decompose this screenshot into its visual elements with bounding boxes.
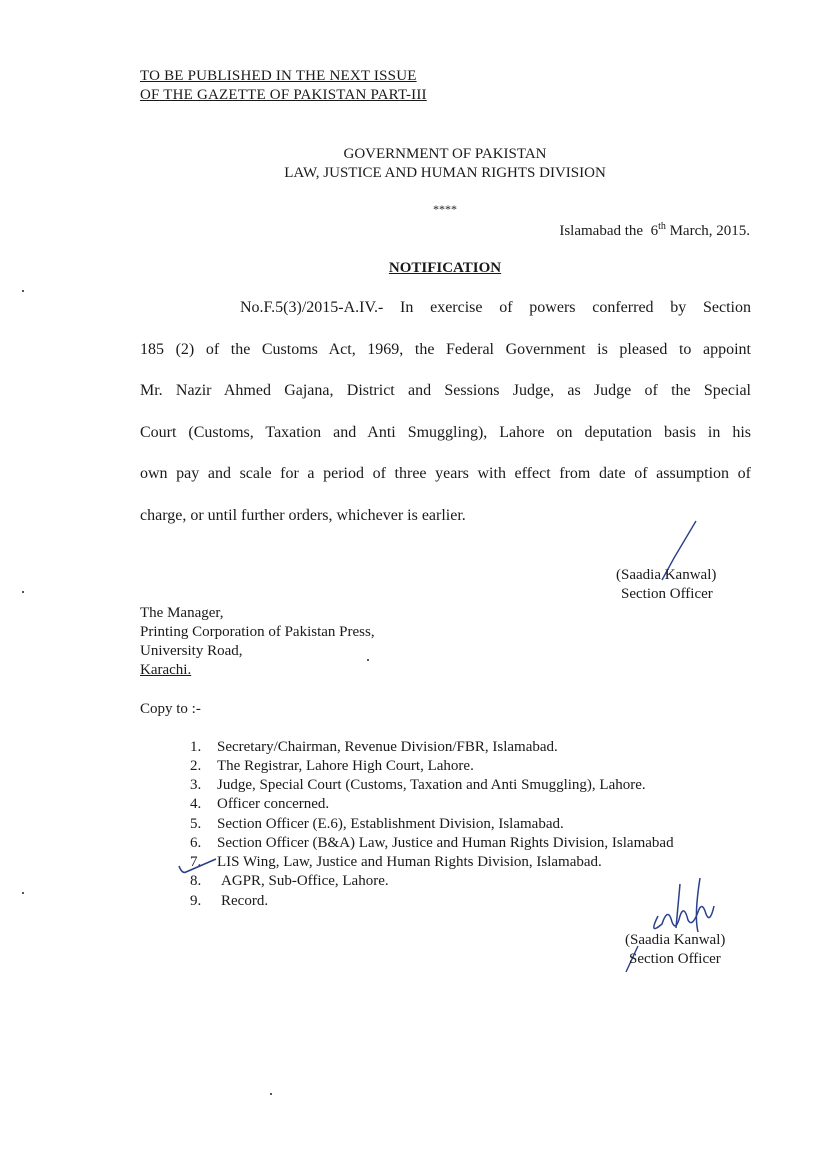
addressee-line-1: The Manager,: [140, 605, 224, 621]
list-item: [190, 816, 564, 833]
list-item: [190, 758, 474, 775]
list-item: [190, 893, 268, 910]
notification-title: NOTIFICATION: [388, 260, 502, 276]
signature1-name: (Saadia Kanwal): [616, 567, 717, 583]
list-number: 3.: [190, 777, 202, 793]
list-text: Section Officer (B&A) Law, Justice and Human Rights Division, Islamabad: [217, 835, 674, 851]
list-text: Judge, Special Court (Customs, Taxation and Anti Smuggling), Lahore.: [217, 777, 646, 793]
list-number: 7.: [190, 854, 202, 870]
list-text: The Registrar, Lahore High Court, Lahore.: [217, 758, 474, 774]
notification-line-2: 185 (2) of the Customs Act, 1969, the Federal Government is pleased to appoint: [140, 341, 751, 358]
scan-speck: [270, 1093, 272, 1095]
date-line: [559, 221, 750, 240]
list-text: Officer concerned.: [217, 796, 330, 812]
notification-line-1: No.F.5(3)/2015-A.IV.- In exercise of powers conferred by Section: [240, 299, 751, 316]
division-title: LAW, JUSTICE AND HUMAN RIGHTS DIVISION: [284, 165, 606, 181]
scan-speck: [22, 591, 24, 593]
signature2-name: (Saadia Kanwal): [625, 932, 726, 948]
scan-speck: [22, 290, 24, 292]
addressee-line-3: University Road,: [140, 643, 243, 659]
list-item: [190, 777, 646, 794]
list-item: [190, 835, 674, 852]
addressee-line-2: Printing Corporation of Pakistan Press,: [140, 624, 375, 640]
gazette-line-2: OF THE GAZETTE OF PAKISTAN PART-III: [140, 87, 427, 103]
government-title: GOVERNMENT OF PAKISTAN: [343, 146, 547, 162]
date-sup: th: [658, 221, 666, 232]
list-text: LIS Wing, Law, Justice and Human Rights Division, Islamabad.: [217, 854, 602, 870]
list-text: Record.: [221, 893, 269, 909]
list-text: Secretary/Chairman, Revenue Division/FBR, Islamabad.: [217, 739, 558, 755]
date-prefix: Islamabad the: [559, 223, 644, 239]
list-number: 2.: [190, 758, 202, 774]
scan-speck: [367, 659, 369, 661]
signature2-designation: Section Officer: [629, 951, 721, 967]
list-number: 8.: [190, 873, 202, 889]
date-day: 6: [650, 223, 659, 239]
notification-line-3: Mr. Nazir Ahmed Gajana, District and Sessions Judge, as Judge of the Special: [140, 382, 751, 399]
list-text: AGPR, Sub-Office, Lahore.: [221, 873, 389, 889]
list-number: 4.: [190, 796, 202, 812]
list-number: 1.: [190, 739, 202, 755]
signature1-designation: Section Officer: [621, 586, 713, 602]
copy-to-label: Copy to :-: [140, 701, 201, 717]
notification-line-6: charge, or until further orders, whichever is earlier.: [140, 507, 466, 524]
addressee-line-4: Karachi.: [140, 662, 192, 678]
notification-line-5: own pay and scale for a period of three years with effect from date of assumption of: [140, 465, 751, 482]
notification-line-4: Court (Customs, Taxation and Anti Smuggling), Lahore on deputation basis in his: [140, 424, 751, 441]
tick-mark: [176, 852, 220, 878]
list-number: 5.: [190, 816, 202, 832]
separator: ****: [433, 202, 457, 216]
date-rest: March, 2015.: [669, 223, 750, 239]
list-number: 9.: [190, 893, 202, 909]
list-text: Section Officer (E.6), Establishment Division, Islamabad.: [217, 816, 564, 832]
list-number: 6.: [190, 835, 202, 851]
list-item: [190, 739, 558, 756]
gazette-line-1: TO BE PUBLISHED IN THE NEXT ISSUE: [140, 68, 417, 84]
scan-speck: [22, 892, 24, 894]
list-item: [190, 796, 329, 813]
list-item: [190, 854, 602, 871]
